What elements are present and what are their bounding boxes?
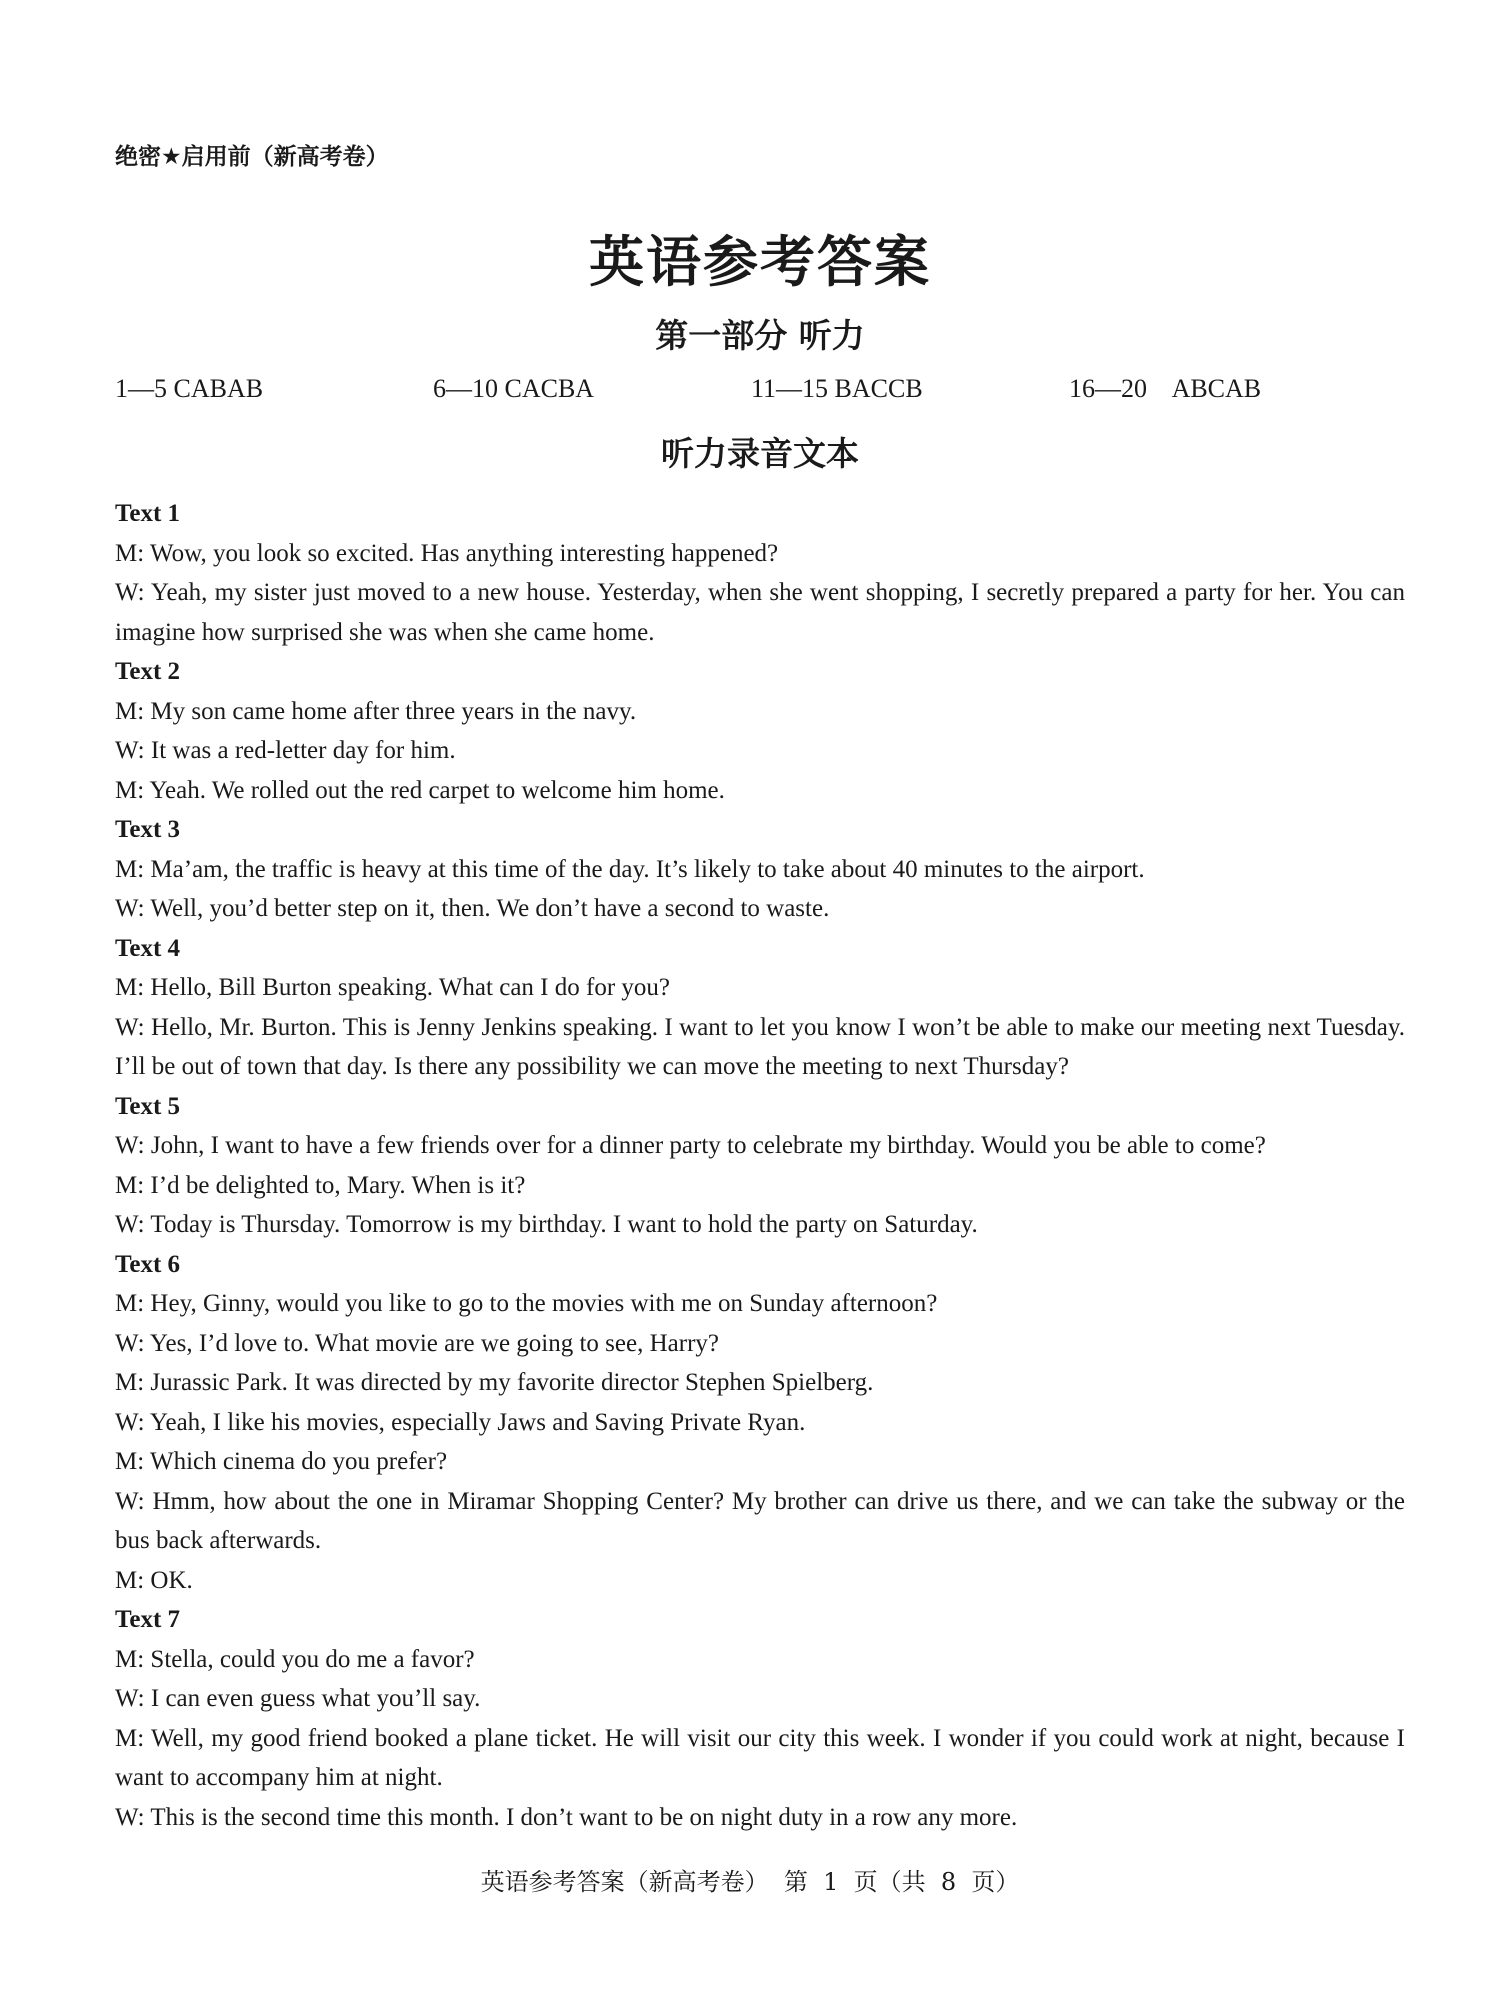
- dialogue-line: W: Well, you’d better step on it, then. We don’t have a second to waste.: [115, 895, 830, 922]
- dialogue-line: M: My son came home after three years in the navy.: [115, 697, 637, 725]
- secrecy-label: 绝密★启用前（新高考卷）: [115, 144, 389, 170]
- dialogue-line: W: I can even guess what you’ll say.: [115, 1685, 481, 1712]
- dialogue-line: W: Yeah, my sister just moved to a new house. Yesterday, when she went shopping, I secretly prepared a party for her. You can imagine how surprised she was when she came home.: [115, 579, 1405, 646]
- text-title: Text 4: [115, 934, 181, 962]
- dialogue-line: M: I’d be delighted to, Mary. When is it?: [115, 1171, 526, 1199]
- dialogue-line: M: Stella, could you do me a favor?: [115, 1645, 475, 1673]
- dialogue-line: W: John, I want to have a few friends over for a dinner party to celebrate my birthday. Would you be able to come?: [115, 1132, 1266, 1159]
- text-title: Text 3: [115, 816, 181, 843]
- dialogue-line: W: Hello, Mr. Burton. This is Jenny Jenkins speaking. I want to let you know I won’t be able to make our meeting next Tuesday. I’ll be out of town that day. Is there any possibility we can move the meeting to next Thursday?: [115, 1013, 1405, 1080]
- dialogue-line: M: Which cinema do you prefer?: [115, 1448, 448, 1475]
- dialogue-line: M: OK.: [115, 1566, 193, 1594]
- dialogue-line: W: It was a red-letter day for him.: [115, 737, 456, 764]
- dialogue-line: W: This is the second time this month. I don’t want to be on night duty in a row any more.: [115, 1803, 1018, 1831]
- dialogue-line: M: Well, my good friend booked a plane ticket. He will visit our city this week. I wonder if you could work at night, because I want to accompany him at night.: [115, 1724, 1405, 1791]
- text-title: Text 6: [115, 1250, 181, 1278]
- page-footer: 英语参考答案（新高考卷） 第 1 页（共 8 页）: [480, 1868, 1020, 1896]
- dialogue-line: M: Hey, Ginny, would you like to go to the movies with me on Sunday afternoon?: [115, 1290, 938, 1317]
- dialogue-line: W: Yeah, I like his movies, especially Jaws and Saving Private Ryan.: [115, 1408, 806, 1436]
- text-title: Text 5: [115, 1092, 181, 1120]
- dialogue-line: M: Ma’am, the traffic is heavy at this time of the day. It’s likely to take about 40 minutes to the airport.: [115, 855, 1145, 883]
- dialogue-line: M: Wow, you look so excited. Has anything interesting happened?: [115, 539, 779, 567]
- dialogue-line: M: Hello, Bill Burton speaking. What can I do for you?: [115, 974, 670, 1001]
- answer-group-3: 11—15 BACCB: [751, 374, 923, 403]
- dialogue-line: W: Today is Thursday. Tomorrow is my birthday. I want to hold the party on Saturday.: [115, 1211, 978, 1238]
- dialogue-line: M: Jurassic Park. It was directed by my favorite director Stephen Spielberg.: [115, 1369, 874, 1396]
- transcript-body: [115, 494, 1405, 1837]
- page-title: 英语参考答案: [588, 229, 931, 294]
- dialogue-line: W: Hmm, how about the one in Miramar Shopping Center? My brother can drive us there, and we can take the subway or the bus back afterwards.: [115, 1487, 1405, 1554]
- transcript-heading: 听力录音文本: [661, 434, 859, 473]
- answer-group-2: 6—10 CACBA: [433, 374, 595, 403]
- text-title: Text 2: [115, 658, 181, 685]
- dialogue-line: W: Yes, I’d love to. What movie are we going to see, Harry?: [115, 1329, 720, 1357]
- part-one-heading: 第一部分 听力: [655, 316, 865, 355]
- text-title: Text 1: [115, 500, 181, 527]
- answer-group-4: 16—20 ABCAB: [1069, 374, 1262, 403]
- answer-group-1: 1—5 CABAB: [115, 374, 264, 403]
- dialogue-line: M: Yeah. We rolled out the red carpet to welcome him home.: [115, 776, 725, 804]
- text-title: Text 7: [115, 1606, 181, 1633]
